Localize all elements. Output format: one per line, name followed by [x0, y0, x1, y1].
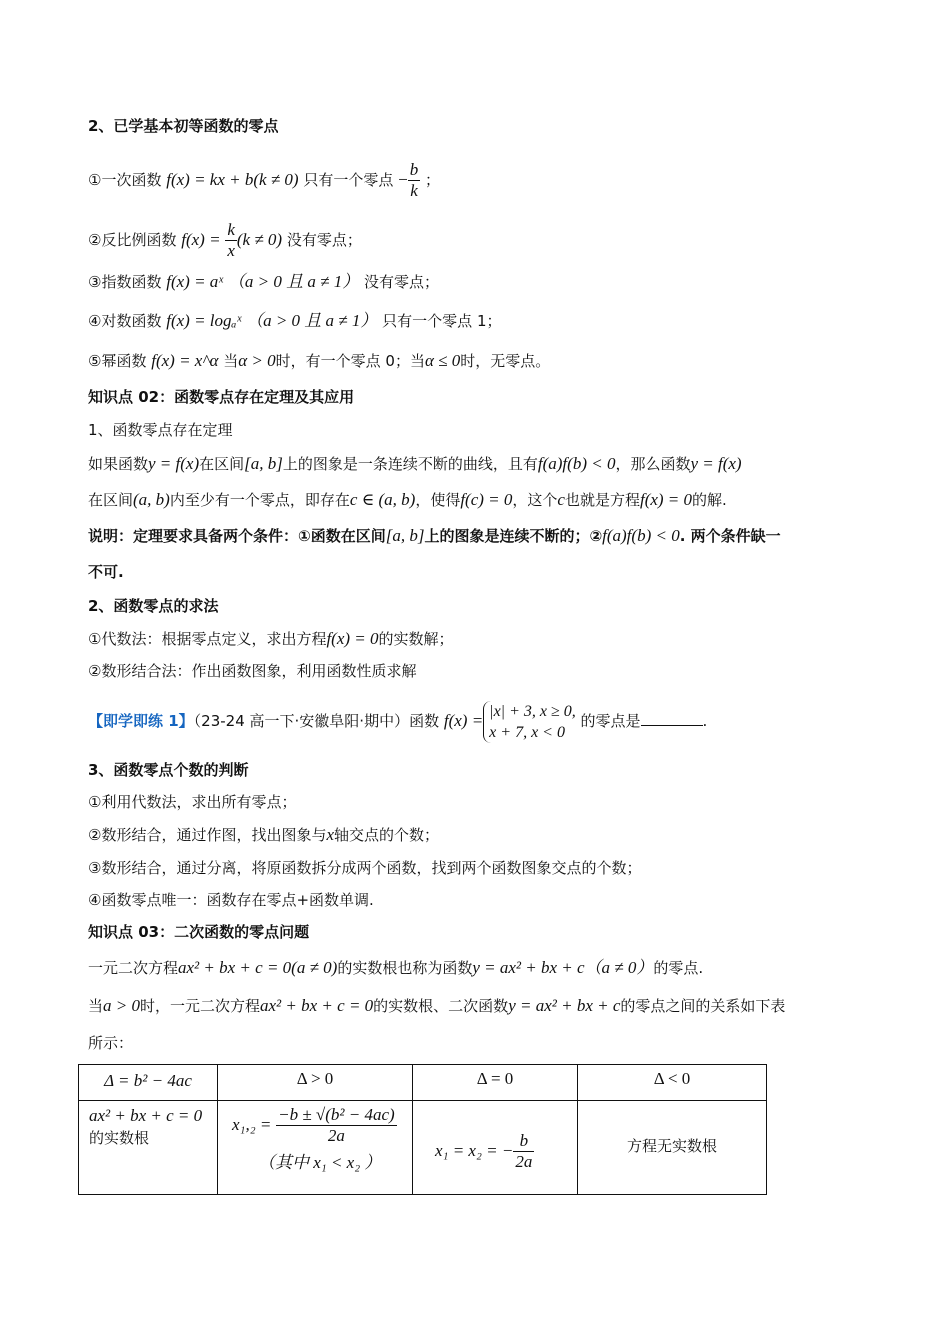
item-exponential-function: [88, 272, 439, 292]
no-real-roots: 方程无实数根: [626, 1137, 717, 1155]
text: .: [702, 712, 708, 730]
count-method-4: ④函数零点唯一：函数存在零点+函数单调.: [88, 891, 374, 909]
quadratic-relation-line-1: [88, 996, 785, 1016]
text: 上的图象是连续不断的；②: [424, 527, 603, 545]
count-method-3: ③数形结合，通过分离，将原函数拆分成两个函数，找到两个函数图象交点的个数；: [88, 859, 642, 877]
header-delta-positive: Δ > 0: [296, 1069, 334, 1088]
text: ，这个: [512, 491, 558, 509]
formula: [a, b]: [244, 454, 283, 473]
roots-lhs: x₁,₂ =: [232, 1115, 272, 1134]
formula: f(a)f(b) < 0: [537, 454, 616, 473]
text: 一元二次方程: [88, 959, 179, 977]
formula: f(x) =: [443, 711, 484, 730]
double-root-fraction: [513, 1131, 534, 1172]
denominator: k: [410, 181, 418, 200]
formula: y = f(x): [148, 454, 200, 473]
text: 轴交点的个数；: [334, 826, 440, 844]
item-text: ①一次函数: [88, 171, 162, 189]
theorem-line-2: [88, 490, 727, 510]
numerator: −b ± √(b² − 4ac): [278, 1105, 395, 1124]
formula: ax² + bx + c = 0: [260, 996, 374, 1015]
condition: α ≤ 0: [424, 351, 461, 370]
text: . 两个条件缺一: [679, 527, 781, 545]
row-label: 的实数根: [89, 1129, 150, 1147]
method-graphical: ②数形结合法：作出函数图象，利用函数性质求解: [88, 662, 417, 680]
condition: α > 0: [238, 351, 276, 370]
table-cell: [218, 1101, 413, 1195]
header-delta-def: Δ = b² − 4ac: [104, 1071, 192, 1090]
item-text: 时，无零点。: [460, 352, 551, 370]
formula: [a, b]: [385, 526, 425, 545]
table-cell: [79, 1101, 218, 1195]
table-header-cell: [413, 1065, 578, 1101]
count-method-1: ①利用代数法，求出所有零点；: [88, 793, 297, 811]
item-text: 只有一个零点: [303, 171, 394, 189]
item-text: 没有零点；: [363, 273, 439, 291]
row-equation: ax² + bx + c = 0: [89, 1106, 203, 1125]
table-header-row: [79, 1065, 767, 1101]
item-text: 当: [223, 352, 239, 370]
quadratic-relation-line-2: 所示：: [88, 1034, 134, 1052]
text: ②数形结合，通过作图，找出图象与: [88, 826, 327, 844]
piecewise-function: [483, 701, 576, 743]
text: 的实数根、二次函数: [373, 997, 509, 1015]
formula: x: [326, 825, 334, 844]
item-text: ②反比例函数: [88, 231, 177, 249]
header-delta-zero: Δ = 0: [476, 1069, 514, 1088]
practice-example-1: [88, 699, 707, 743]
knowledge-point-02-heading: 知识点 02：函数零点存在定理及其应用: [88, 388, 355, 406]
header-delta-negative: Δ < 0: [653, 1069, 691, 1088]
text: 在区间: [88, 491, 134, 509]
piece-1: |x| + 3, x ≥ 0,: [489, 702, 576, 720]
formula: f(x) = x^α: [151, 351, 219, 370]
formula: f(x) = logₐˣ: [166, 311, 242, 330]
table-cell: [413, 1101, 578, 1195]
text: 当: [88, 997, 104, 1015]
condition: （a > 0 且 a ≠ 1）: [246, 311, 378, 330]
item-linear-function: [88, 160, 440, 201]
text: 说明：定理要求具备两个条件：①函数在区间: [88, 527, 386, 545]
text: 在区间: [199, 455, 245, 473]
formula: y = ax² + bx + c: [508, 996, 621, 1015]
discriminant-table: [78, 1064, 767, 1195]
formula: f(x) = 0: [326, 629, 379, 648]
item-text: ⑤幂函数: [88, 352, 147, 370]
item-text: 时，有一个零点 0；当: [275, 352, 425, 370]
formula: f(x) =: [181, 230, 221, 249]
count-method-2: [88, 825, 439, 845]
table-header-cell: [218, 1065, 413, 1101]
numerator: k: [227, 220, 235, 239]
formula: f(a)f(b) < 0: [602, 526, 680, 545]
formula: （a ≠ 0）: [584, 958, 654, 977]
text: ，那么函数: [615, 455, 691, 473]
text: 的实数根也称为函数: [337, 959, 473, 977]
text: ，使得: [415, 491, 461, 509]
table-header-cell: [79, 1065, 218, 1101]
practice-tag: 【即学即练 1】: [88, 712, 194, 730]
condition: （a > 0 且 a ≠ 1）: [227, 272, 360, 291]
text: 的零点是: [580, 712, 641, 730]
theorem-line-1: [88, 454, 742, 474]
text: 的解.: [692, 491, 727, 509]
denominator: 2a: [327, 1126, 345, 1145]
section-heading-methods: 2、函数零点的求法: [88, 597, 219, 615]
roots-order-note: （其中 x₁ < x₂ ）: [258, 1153, 382, 1172]
double-root-lhs: x₁ = x₂ = −: [435, 1141, 514, 1160]
section-heading-elementary-zeros: 2、已学基本初等函数的零点: [88, 117, 279, 135]
numerator: b: [409, 160, 419, 179]
theorem-note-line-2: 不可.: [88, 563, 124, 581]
numerator: b: [513, 1131, 534, 1152]
section-heading-count: 3、函数零点个数的判断: [88, 761, 249, 779]
formula: y = ax² + bx + c: [472, 958, 585, 977]
denominator: x: [227, 241, 235, 260]
text: 内至少有一个零点，即存在: [169, 491, 350, 509]
item-log-function: [88, 311, 501, 331]
condition: (k ≠ 0): [236, 230, 283, 249]
item-text: ③指数函数: [88, 273, 162, 291]
item-text: 只有一个零点 1；: [382, 312, 502, 330]
item-inverse-function: [88, 220, 362, 261]
table-row: [79, 1101, 767, 1195]
knowledge-point-03-heading: 知识点 03：二次函数的零点问题: [88, 923, 310, 941]
text: 时，一元二次方程: [140, 997, 261, 1015]
subsection-title: 1、函数零点存在定理: [88, 421, 233, 439]
answer-blank[interactable]: [641, 711, 703, 726]
root-formula: [232, 1105, 412, 1146]
quadratic-formula-fraction: [276, 1105, 397, 1146]
item-power-function: [88, 351, 550, 371]
table-cell: [578, 1101, 767, 1195]
text: 的零点之间的关系如下表: [620, 997, 786, 1015]
formula: ax² + bx + c = 0: [178, 958, 292, 977]
item-text: 没有零点；: [286, 231, 362, 249]
piece-2: x + 7, x < 0: [489, 723, 565, 741]
theorem-note-line-1: [88, 526, 781, 546]
text: 上的图象是一条连续不断的曲线，且有: [282, 455, 538, 473]
formula: f(x) = kx + b(k ≠ 0): [166, 170, 299, 189]
method-algebraic: [88, 629, 454, 649]
minus-sign: −: [398, 170, 408, 189]
formula: c ∈ (a, b): [349, 490, 416, 509]
formula: (a, b): [133, 490, 170, 509]
text: 的零点.: [653, 959, 704, 977]
text: 也就是方程: [564, 491, 640, 509]
fraction-b-over-k: [408, 160, 421, 201]
formula: a > 0: [103, 996, 140, 1015]
formula: y = f(x): [690, 454, 742, 473]
formula: (a ≠ 0): [291, 958, 338, 977]
formula: c: [557, 490, 565, 509]
quadratic-definition: [88, 958, 703, 978]
formula: f(x) = 0: [639, 490, 693, 509]
formula: f(x) = aˣ: [166, 272, 224, 291]
text: 的实数解；: [378, 630, 454, 648]
denominator: 2a: [515, 1152, 533, 1171]
item-text: ④对数函数: [88, 312, 162, 330]
text: 如果函数: [88, 455, 149, 473]
fraction-k-over-x: [225, 220, 237, 261]
source-text: （23-24 高一下·安徽阜阳·期中）函数: [193, 712, 440, 730]
text: ①代数法：根据零点定义，求出方程: [88, 630, 327, 648]
table-header-cell: [578, 1065, 767, 1101]
formula: f(c) = 0: [460, 490, 513, 509]
item-text: ；: [425, 171, 441, 189]
